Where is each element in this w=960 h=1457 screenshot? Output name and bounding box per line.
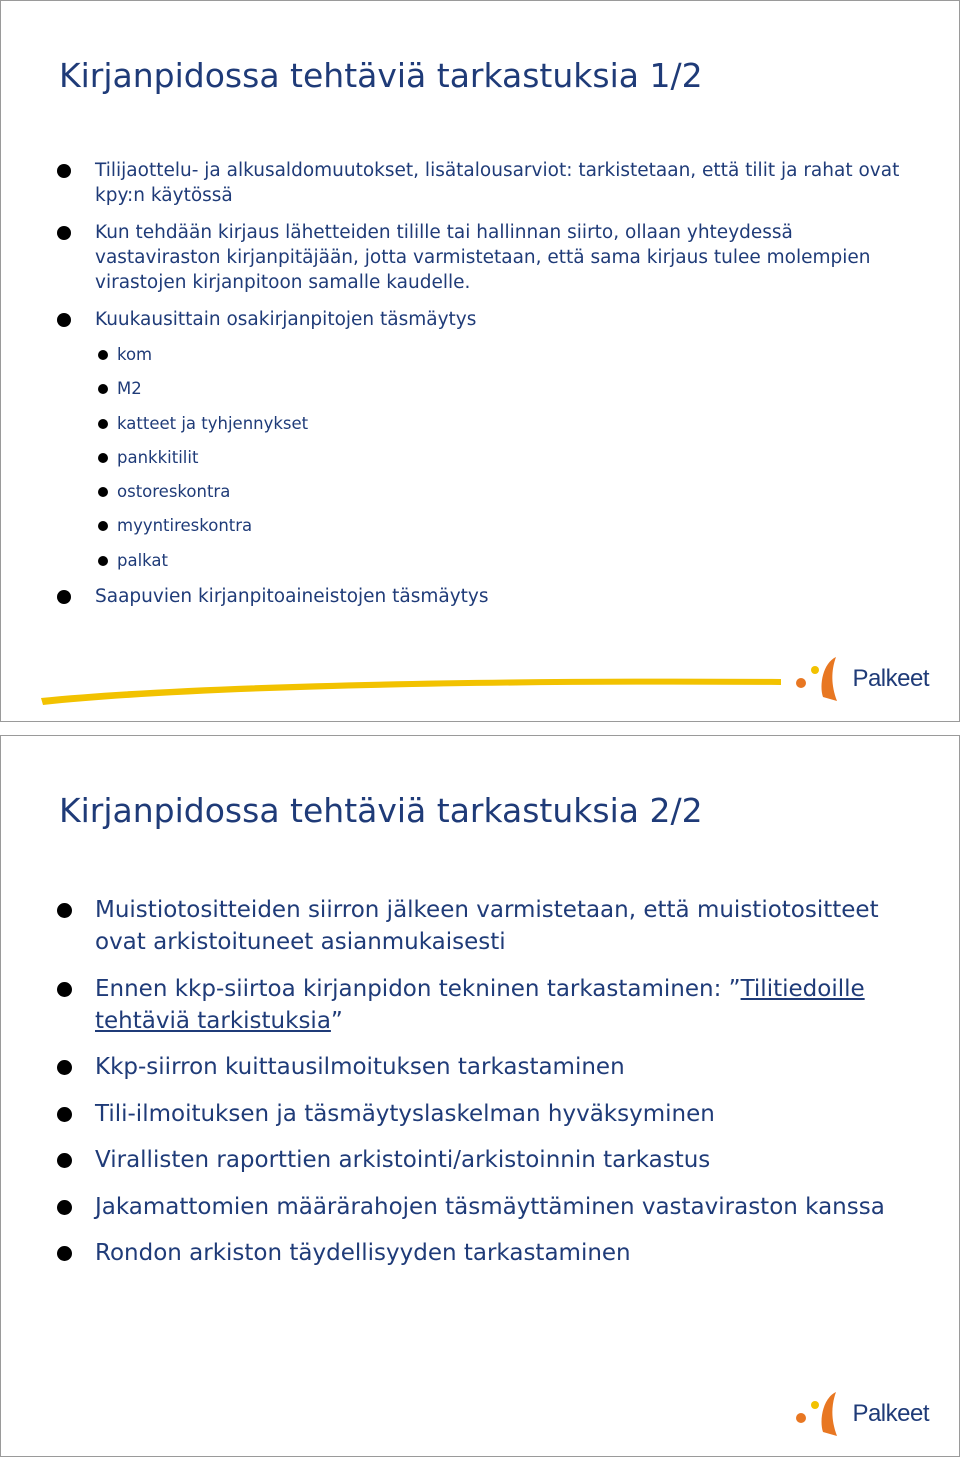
list-item: Muistiotositteiden siirron jälkeen varmistetaan, että muistiotositteet ovat arkistoituneet asianmukaisesti — [1, 894, 919, 958]
sub-list-item: ostoreskontra — [1, 481, 919, 503]
list-item: Rondon arkiston täydellisyyden tarkastaminen — [1, 1237, 919, 1269]
palkeet-logo: Palkeet — [852, 665, 929, 692]
logo-dot-icon — [811, 1401, 819, 1409]
sub-list-item: pankkitilit — [1, 447, 919, 469]
list-item: Jakamattomien määrärahojen täsmäyttäminen vastaviraston kanssa — [1, 1191, 919, 1223]
slide-title: Kirjanpidossa tehtäviä tarkastuksia 1/2 — [59, 56, 703, 95]
bullet-icon — [98, 487, 108, 497]
list-item: Ennen kkp-siirtoa kirjanpidon tekninen tarkastaminen: ”Tilitiedoille tehtäviä tarkistuksia” — [1, 973, 919, 1037]
bullet-icon — [57, 1200, 72, 1215]
bullet-icon — [57, 164, 71, 178]
list-item: Virallisten raporttien arkistointi/arkistoinnin tarkastus — [1, 1144, 919, 1176]
logo-dot-icon — [796, 1413, 806, 1423]
bullet-list — [1, 894, 919, 1284]
bullet-icon — [57, 1246, 72, 1261]
list-item: Saapuvien kirjanpitoaineistojen täsmäytys — [1, 584, 919, 609]
tilitiedoille-link[interactable]: Tilitiedoille tehtäviä tarkistuksia — [95, 975, 865, 1034]
logo-dot-icon — [796, 678, 806, 688]
sub-list-item: kom — [1, 344, 919, 366]
list-item: Tilijaottelu- ja alkusaldomuutokset, lisätalousarviot: tarkistetaan, että tilit ja rahat ovat kpy:n käytössä — [1, 158, 919, 208]
sub-list-item: katteet ja tyhjennykset — [1, 413, 919, 435]
slide-2 — [0, 735, 960, 1457]
footer-swoosh — [41, 645, 941, 705]
bullet-icon — [57, 1060, 72, 1075]
bullet-icon — [98, 453, 108, 463]
logo-flame-icon — [822, 1392, 837, 1436]
bullet-icon — [98, 556, 108, 566]
bullet-icon — [57, 226, 71, 240]
bullet-icon — [98, 384, 108, 394]
list-item: Kkp-siirron kuittausilmoituksen tarkastaminen — [1, 1051, 919, 1083]
slide-title: Kirjanpidossa tehtäviä tarkastuksia 2/2 — [59, 791, 703, 830]
bullet-icon — [57, 903, 72, 918]
bullet-icon — [57, 1107, 72, 1122]
bullet-icon — [98, 419, 108, 429]
bullet-icon — [57, 590, 71, 604]
bullet-icon — [57, 1153, 72, 1168]
sub-list-item: palkat — [1, 550, 919, 572]
bullet-icon — [98, 521, 108, 531]
sub-bullet-list — [95, 344, 919, 572]
slide-1 — [0, 0, 960, 722]
footer-logo-mark — [41, 1380, 941, 1440]
bullet-icon — [57, 982, 72, 997]
bullet-icon — [98, 350, 108, 360]
bullet-list — [1, 158, 919, 621]
palkeet-logo: Palkeet — [852, 1400, 929, 1427]
sub-list-item: M2 — [1, 378, 919, 400]
bullet-icon — [57, 313, 71, 327]
logo-dot-icon — [811, 666, 819, 674]
sub-list-item: myyntireskontra — [1, 515, 919, 537]
list-item: Tili-ilmoituksen ja täsmäytyslaskelman hyväksyminen — [1, 1098, 919, 1130]
list-item: Kun tehdään kirjaus lähetteiden tilille tai hallinnan siirto, ollaan yhteydessä vastaviraston kirjanpitäjään, jotta varmistetaan, että sama kirjaus tulee molempien virastojen kirjanpitoon samalle kaudelle. — [1, 220, 919, 295]
logo-flame-icon — [822, 657, 837, 701]
list-item: Kuukausittain osakirjanpitojen täsmäytys kom M2 katteet ja tyhjennykset pankkitilit ostoreskontra myyntireskontra palkat — [1, 307, 919, 572]
yellow-swoosh-icon — [41, 679, 781, 705]
